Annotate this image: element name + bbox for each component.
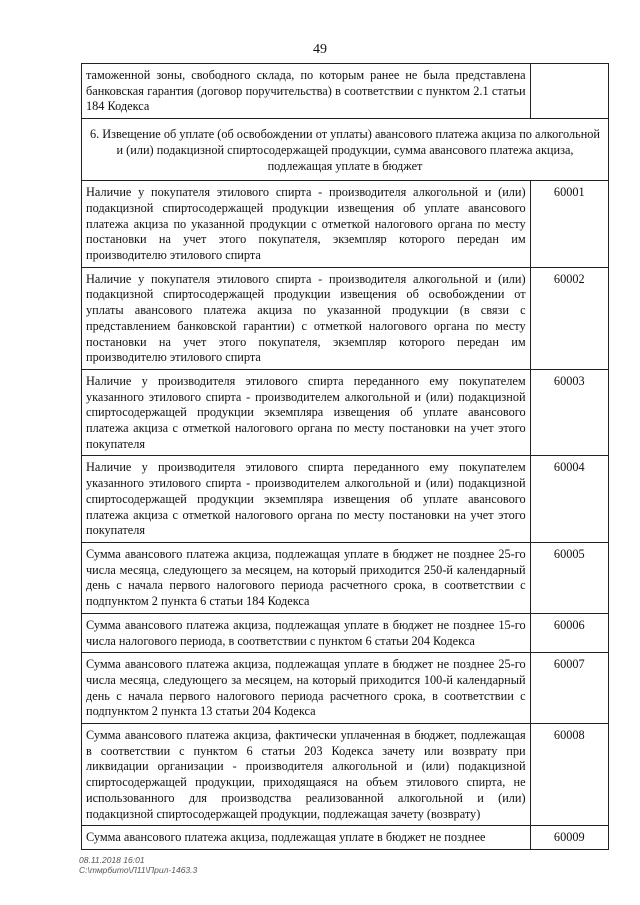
row-code: 60002 [530, 267, 608, 369]
row-description: Наличие у производителя этилового спирта переданного ему покупателем указанного этилового спирта - производителем алкогольной и (или) подакцизной спиртосодержащей продукции экземпляра извещения об уплате авансового платежа акциза с отметкой налогового органа по месту постановки на учет этого покупателя [82, 369, 531, 456]
row-description: Сумма авансового платежа акциза, фактически уплаченная в бюджет, подлежащая в соответствии с пунктом 6 статьи 203 Кодекса зачету или возврату при ликвидации организации - производителя алкогольной и (или) подакцизной спиртосодержащей продукции, приходящаяся на объем этилового спирта, не использованного для производства реализованной алкогольной и (или) подакцизной спиртосодержащей продукции, подлежащая зачету (возврату) [82, 724, 531, 826]
row-code: 60007 [530, 653, 608, 724]
section-header: 6. Извещение об уплате (об освобождении от уплаты) авансового платежа акциза по алкогольной и (или) подакцизной спиртосодержащей продукции, сумма авансового платежа акциза, подлежащая уплате в бюджет [82, 119, 609, 181]
row-description: Сумма авансового платежа акциза, подлежащая уплате в бюджет не позднее 15-го числа налогового периода, в соответствии с пунктом 6 статьи 204 Кодекса [82, 613, 531, 652]
row-code: 60009 [530, 826, 608, 850]
row-description: Наличие у покупателя этилового спирта - производителя алкогольной и (или) подакцизной спиртосодержащей продукции извещения об уплате авансового платежа акциза по указанной продукции с отметкой налогового органа по месту постановки на учет этого покупателя, экземпляр которого передан им производителю этилового спирта [82, 181, 531, 268]
row-description: Наличие у покупателя этилового спирта - производителя алкогольной и (или) подакцизной спиртосодержащей продукции извещения об освобождении от уплаты авансового платежа акциза по указанной продукции (в связи с представлением банковской гарантии) с отметкой налогового органа по месту постановки на учет этого покупателя, экземпляр которого передан им производителю этилового спирта [82, 267, 531, 369]
row-code: 60005 [530, 542, 608, 613]
row-code: 60006 [530, 613, 608, 652]
row-description: Сумма авансового платежа акциза, подлежащая уплате в бюджет не позднее 25-го числа месяца, следующего за месяцем, на который приходится 100-й календарный день с начала первого налогового периода расчетного срока, в соответствии с подпунктом 2 пункта 13 статьи 204 Кодекса [82, 653, 531, 724]
table-row [82, 267, 609, 369]
row-description: Наличие у производителя этилового спирта переданного ему покупателем указанного этилового спирта - производителем алкогольной и (или) подакцизной спиртосодержащей продукции экземпляра извещения об уплате авансового платежа акциза с отметкой налогового органа по месту постановки на учет этого покупателя [82, 456, 531, 543]
row-code: 60001 [530, 181, 608, 268]
table-row [82, 826, 609, 850]
table-row [82, 456, 609, 543]
section-header-row [82, 119, 609, 181]
table-row [82, 542, 609, 613]
row-description: Сумма авансового платежа акциза, подлежащая уплате в бюджет не позднее 25-го числа месяца, следующего за месяцем, на который приходится 250-й календарный день с начала первого налогового периода расчетного срока, в соответствии с подпунктом 2 пункта 6 статьи 184 Кодекса [82, 542, 531, 613]
row-code: 60004 [530, 456, 608, 543]
table-row [82, 181, 609, 268]
row-code: 60003 [530, 369, 608, 456]
table-row [82, 724, 609, 826]
table-row [82, 653, 609, 724]
row-code: 60008 [530, 724, 608, 826]
table-row [82, 369, 609, 456]
footer-file-path: C:\тмрбито\Л11\Прил-1463.3 [79, 865, 198, 875]
table-row [82, 64, 609, 119]
codes-table [81, 63, 609, 850]
row-description: Сумма авансового платежа акциза, подлежащая уплате в бюджет не позднее [82, 826, 531, 850]
empty-code-cell [530, 64, 608, 119]
table-row [82, 613, 609, 652]
footer-timestamp: 08.11.2018 16:01 [79, 855, 145, 865]
continuation-cell: таможенной зоны, свободного склада, по которым ранее не была представлена банковская гарантия (договор поручительства) в соответствии с пунктом 2.1 статьи 184 Кодекса [82, 64, 531, 119]
page-number: 49 [313, 42, 327, 57]
